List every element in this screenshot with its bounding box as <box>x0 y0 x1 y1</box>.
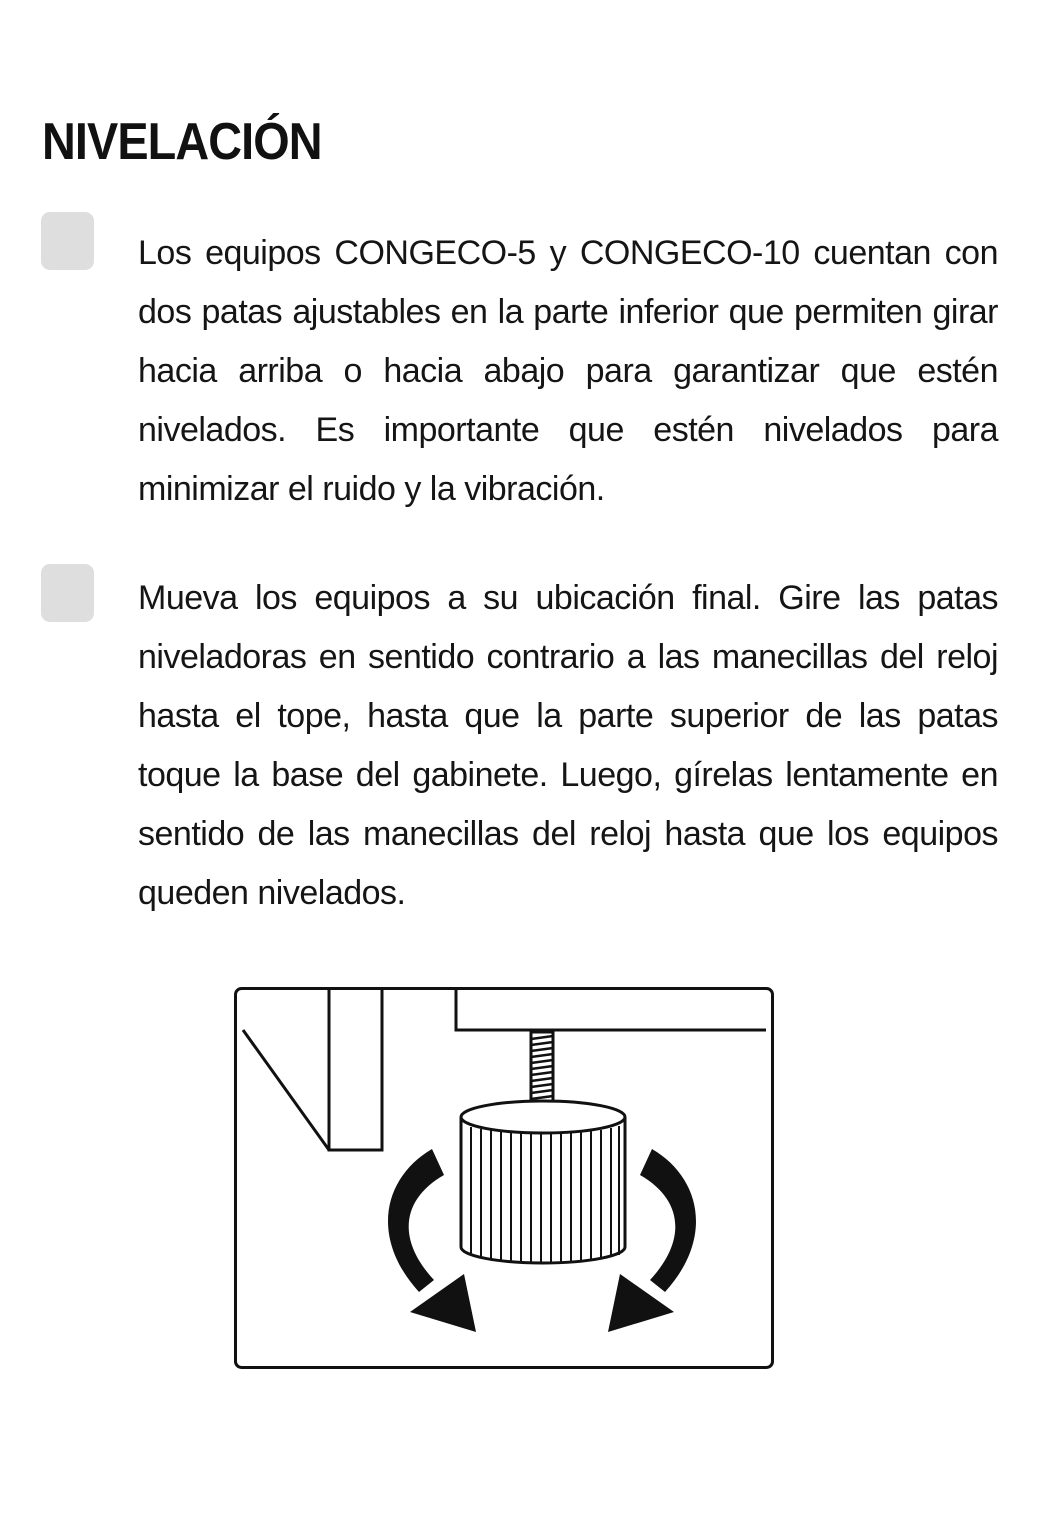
page-title: NIVELACIÓN <box>42 113 322 171</box>
step-marker <box>41 212 94 270</box>
leveling-illustration <box>234 987 774 1369</box>
leveling-foot-icon <box>234 987 774 1369</box>
step-text: Mueva los equipos a su ubicación final. Gire las patas niveladoras en sentido contrario a las manecillas del reloj hasta el tope, hasta que la parte superior de las patas toque la base del gabinete. Luego, gírelas lentamente en sentido de las manecillas del reloj hasta que los equipos queden nivelados. <box>138 579 998 912</box>
step-marker <box>41 564 94 622</box>
step-text: Los equipos CONGECO-5 y CONGECO-10 cuentan con dos patas ajustables en la parte inferior que permiten girar hacia arriba o hacia abajo para garantizar que estén nivelados. Es importante que estén nivelados para minimizar el ruido y la vibración. <box>138 234 998 508</box>
